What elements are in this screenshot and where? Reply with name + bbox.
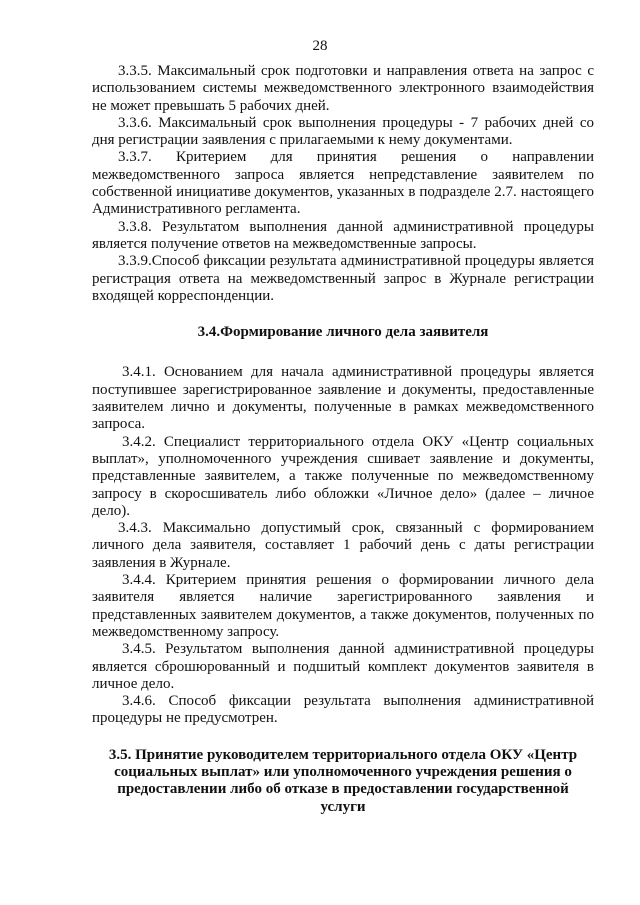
section-heading-3-5: 3.5. Принятие руководителем территориального отдела ОКУ «Центр социальных выплат» или уполномоченного учреждения решения о предоставлении либо об отказе в предоставлении государственной услуги xyxy=(108,746,578,815)
page-number: 28 xyxy=(312,38,328,54)
spacer xyxy=(92,305,594,324)
paragraph-3-3-6: 3.3.6. Максимальный срок выполнения процедуры - 7 рабочих дней со дня регистрации заявления с прилагаемыми к нему документами. xyxy=(92,114,594,149)
paragraph-3-4-1: 3.4.1. Основанием для начала административной процедуры является поступившее зарегистрированное заявление и документы, предоставленные заявителем лично и документы, полученные в рамках межведомственного запроса. xyxy=(92,364,594,433)
paragraph-3-4-3: 3.4.3. Максимально допустимый срок, связанный с формированием личного дела заявителя, составляет 1 рабочий день с даты регистрации заявления в Журнале. xyxy=(92,520,594,571)
spacer xyxy=(92,728,594,747)
paragraph-3-3-8: 3.3.8. Результатом выполнения данной административной процедуры является получение ответов на межведомственные запросы. xyxy=(92,218,594,252)
section-heading-3-4: 3.4.Формирование личного дела заявителя xyxy=(197,324,489,341)
paragraph-3-4-5: 3.4.5. Результатом выполнения данной административной процедуры является сброшюрованный и подшитый комплект документов заявителя в личное дело. xyxy=(92,641,594,692)
paragraph-3-4-6: 3.4.6. Способ фиксации результата выполнения административной процедуры не предусмотрен. xyxy=(92,693,594,727)
paragraph-3-3-7: 3.3.7. Критерием для принятия решения о направлении межведомственного запроса является непредставление заявителем по собственной инициативе документов, указанных в подразделе 2.7. настоящего Административного регламента. xyxy=(92,149,594,218)
paragraph-3-3-9: 3.3.9.Способ фиксации результата административной процедуры является регистрация ответа на межведомственный запрос в Журнале регистрации входящей корреспонденции. xyxy=(92,253,594,304)
paragraph-3-4-2: 3.4.2. Специалист территориального отдела ОКУ «Центр социальных выплат», уполномоченного учреждения сшивает заявление и документы, представленные заявителем, а также полученные по межведомственному запросу в скоросшиватель либо обложки «Личное дело» (далее – личное дело). xyxy=(92,433,594,519)
document-body xyxy=(92,63,594,816)
paragraph-3-4-4: 3.4.4. Критерием принятия решения о формировании личного дела заявителя является наличие зарегистрированного заявления и представленных заявителем документов, а также документов, полученных по межведомственному запросу. xyxy=(92,572,594,640)
spacer xyxy=(92,341,594,364)
paragraph-3-3-5: 3.3.5. Максимальный срок подготовки и направления ответа на запрос с использованием системы межведомственного электронного взаимодействия не может превышать 5 рабочих дней. xyxy=(92,63,594,114)
